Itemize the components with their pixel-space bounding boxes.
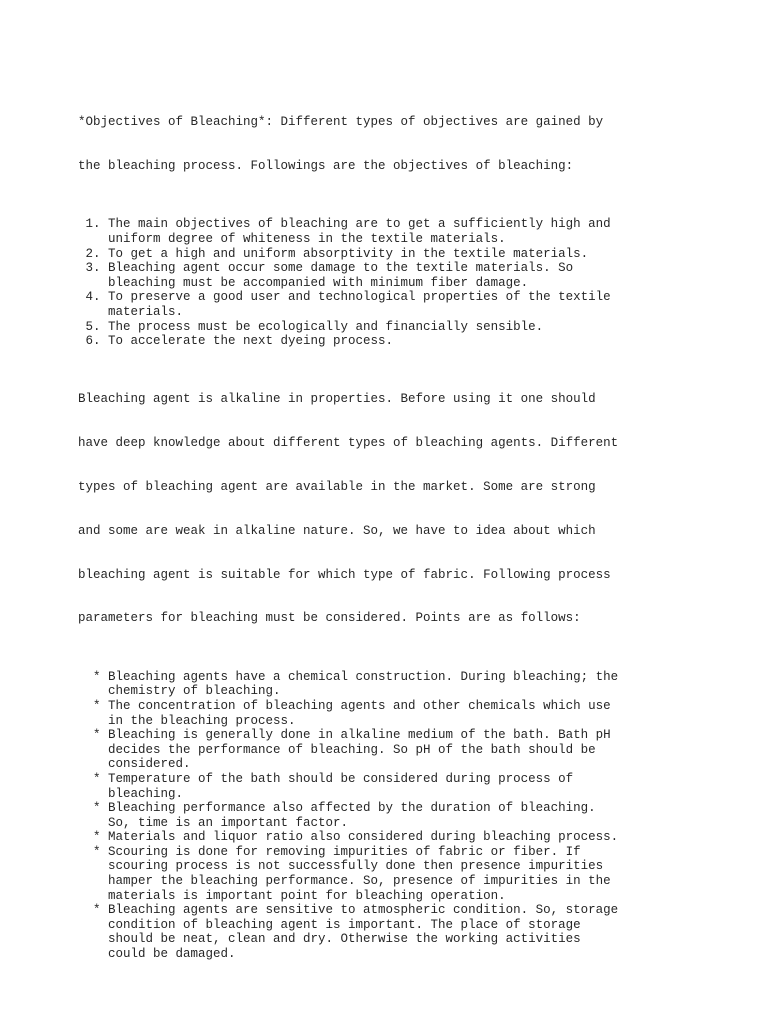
list-item: * Bleaching is generally done in alkaline medium of the bath. Bath pH	[78, 728, 611, 743]
list-item: considered.	[78, 757, 191, 772]
spacer	[78, 655, 738, 670]
text-line: have deep knowledge about different types of bleaching agents. Different	[78, 436, 619, 451]
list-item: condition of bleaching agent is important. The place of storage	[78, 917, 581, 932]
text-line: types of bleaching agent are available in the market. Some are strong	[78, 480, 596, 495]
list-item: 5. The process must be ecologically and financially sensible.	[78, 319, 544, 334]
list-item: should be neat, clean and dry. Otherwise the working activities	[78, 932, 581, 947]
text-line: Bleaching agent is alkaline in properties. Before using it one should	[78, 392, 596, 407]
text-line: *Objectives of Bleaching*: Different types of objectives are gained by	[78, 115, 604, 130]
list-item: in the bleaching process.	[78, 713, 296, 728]
list-item: * Bleaching performance also affected by the duration of bleaching.	[78, 801, 596, 816]
list-item: * Bleaching agents are sensitive to atmospheric condition. So, storage	[78, 903, 619, 918]
list-item: could be damaged.	[78, 947, 236, 962]
list-item: materials is important point for bleaching operation.	[78, 888, 506, 903]
list-item: * Materials and liquor ratio also considered during bleaching process.	[78, 830, 619, 845]
list-item: chemistry of bleaching.	[78, 684, 281, 699]
intro-paragraph	[78, 86, 738, 203]
list-item: hamper the bleaching performance. So, presence of impurities in the	[78, 874, 611, 889]
list-item: scouring process is not successfully done then presence impurities	[78, 859, 604, 874]
list-item: 6. To accelerate the next dyeing process.	[78, 334, 394, 349]
list-item: bleaching.	[78, 786, 184, 801]
objectives-list	[78, 217, 738, 348]
list-item: * Scouring is done for removing impurities of fabric or fiber. If	[78, 844, 581, 859]
text-line: parameters for bleaching must be considered. Points are as follows:	[78, 611, 581, 626]
list-item: 2. To get a high and uniform absorptivity in the textile materials.	[78, 246, 589, 261]
list-item: * The concentration of bleaching agents and other chemicals which use	[78, 698, 611, 713]
document-body	[78, 86, 738, 962]
parameters-list	[78, 670, 738, 962]
list-item: * Bleaching agents have a chemical construction. During bleaching; the	[78, 669, 619, 684]
list-item: 1. The main objectives of bleaching are to get a sufficiently high and	[78, 217, 611, 232]
spacer	[78, 203, 738, 218]
text-line: the bleaching process. Followings are the objectives of bleaching:	[78, 158, 574, 173]
list-item: materials.	[78, 304, 184, 319]
list-item: uniform degree of whiteness in the textile materials.	[78, 231, 506, 246]
list-item: bleaching must be accompanied with minimum fiber damage.	[78, 275, 529, 290]
list-item: 4. To preserve a good user and technological properties of the textile	[78, 290, 611, 305]
list-item: * Temperature of the bath should be considered during process of	[78, 771, 574, 786]
text-line: and some are weak in alkaline nature. So, we have to idea about which	[78, 523, 596, 538]
body-paragraph	[78, 363, 738, 655]
list-item: 3. Bleaching agent occur some damage to the textile materials. So	[78, 261, 574, 276]
text-line: bleaching agent is suitable for which type of fabric. Following process	[78, 567, 611, 582]
list-item: decides the performance of bleaching. So pH of the bath should be	[78, 742, 596, 757]
spacer	[78, 349, 738, 364]
list-item: So, time is an important factor.	[78, 815, 349, 830]
